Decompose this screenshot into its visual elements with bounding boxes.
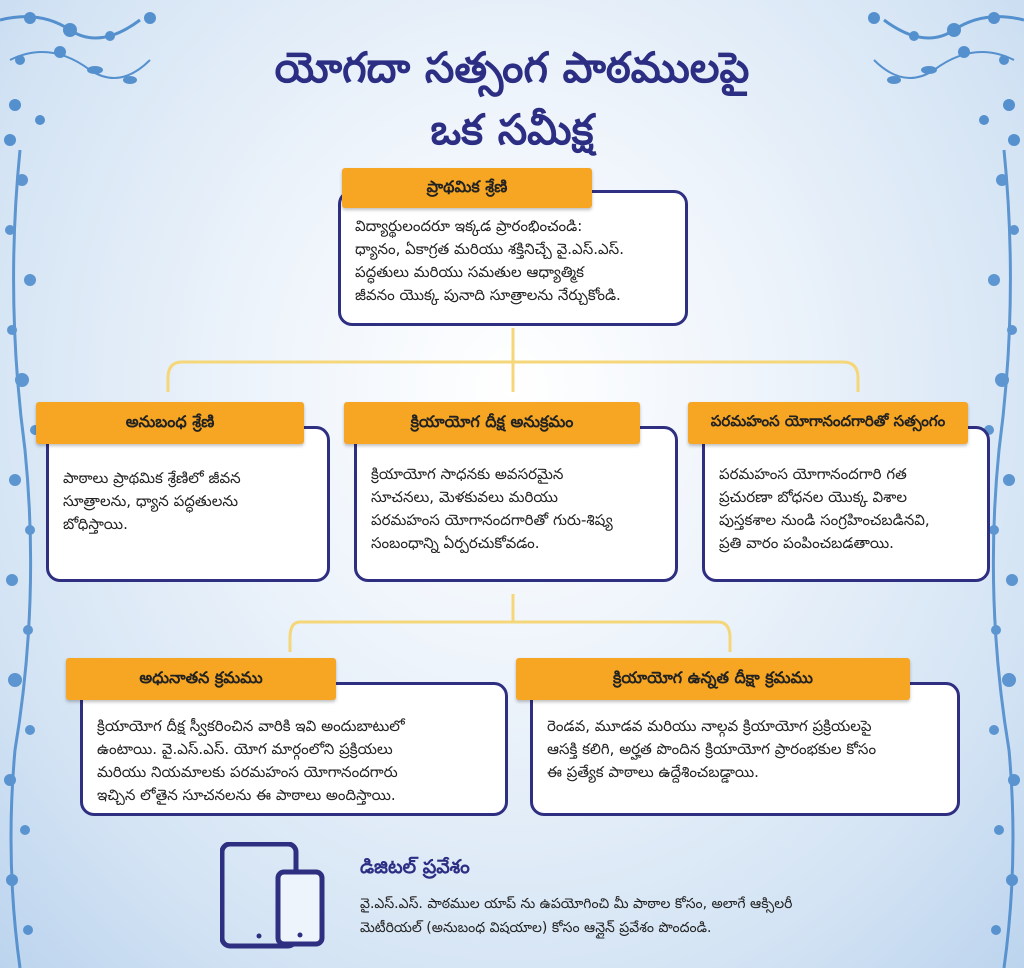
kriya-sequence-line-4: సంబంధాన్ని ఏర్పరచుకోవడం.: [371, 534, 540, 552]
advanced-sequence-label: అధునాతన క్రమము: [66, 658, 336, 700]
higher-kriya-line-3: ఈ ప్రత్యేక పాఠాలు ఉద్దేశించబడ్డాయి.: [547, 763, 759, 781]
advanced-line-2: ఉంటాయి. వై.ఎస్.ఎస్. యోగ మార్గంలోని ప్రక్రియలు: [97, 740, 393, 758]
supplement-series-label: అనుబంధ శ్రేణి: [36, 402, 304, 444]
supplement-line-2: సూత్రాలను, ధ్యాన పద్ధతులను: [63, 492, 239, 510]
digital-access-text: [360, 892, 920, 940]
page-title-line-1: యోగదా సత్సంగ పాఠములపై: [274, 43, 750, 92]
advanced-line-1: క్రియాయోగ దీక్ష స్వీకరించిన వారికి ఇవి అందుబాటులో: [97, 717, 405, 735]
kriya-sequence-line-1: క్రియాయోగ సాధనకు అవసరమైన: [371, 465, 564, 483]
digital-access-title: డిజిటల్ ప్రవేశం: [360, 856, 470, 878]
satsanga-line-1: పరమహంస యోగానందగారి గత: [719, 465, 907, 483]
higher-kriya-line-1: రెండవ, మూడవ మరియు నాల్గవ క్రియాయోగ ప్రక్రియలపై: [547, 717, 872, 735]
primary-series-card: [338, 190, 688, 326]
satsanga-line-2: ప్రచురణా బోధనల యొక్క విశాల: [719, 488, 908, 506]
advanced-sequence-card: [80, 682, 508, 816]
primary-line-4: జీవనం యొక్క పునాది సూత్రాలను నేర్చుకోండి.: [355, 286, 621, 304]
supplement-line-3: బోధిస్తాయి.: [63, 515, 128, 533]
satsanga-label: పరమహంస యోగానందగారితో సత్సంగం: [688, 402, 968, 444]
connector-row2-horizontal: [290, 622, 730, 652]
primary-line-1: విద్యార్థులందరూ ఇక్కడ ప్రారంభించండి:: [355, 217, 583, 235]
higher-kriya-card: [530, 682, 960, 816]
satsanga-line-3: పుస్తకశాల నుండి సంగ్రహించబడినవి,: [719, 511, 930, 529]
advanced-line-4: ఇచ్చిన లోతైన సూచనలను ఈ పాఠాలు అందిస్తాయి.: [97, 786, 396, 804]
higher-kriya-label: క్రియాయోగ ఉన్నత దీక్షా క్రమము: [516, 658, 910, 700]
primary-series-label: ప్రాథమిక శ్రేణి: [342, 168, 592, 208]
kriya-sequence-line-2: సూచనలు, మెళకువలు మరియు: [371, 488, 558, 506]
primary-line-2: ధ్యానం, ఏకాగ్రత మరియు శక్తినిచ్చే వై.ఎస్.ఎస్.: [355, 240, 624, 258]
kriya-sequence-line-3: పరమహంస యోగానందగారితో గురు-శిష్య: [371, 511, 613, 529]
primary-line-3: పద్ధతులు మరియు సమతుల ఆధ్యాత్మిక: [355, 263, 584, 281]
tablet-phone-icon: [220, 842, 330, 952]
supplement-series-card: [46, 426, 330, 582]
digital-access-line-2: మెటీరియల్ (అనుబంధ విషయాల) కోసం ఆన్లైన్ ప్రవేశం పొందండి.: [360, 920, 712, 936]
higher-kriya-line-2: ఆసక్తి కలిగి, అర్హత పొందిన క్రియాయోగ ప్రారంభకుల కోసం: [547, 740, 877, 758]
supplement-line-1: పాఠాలు ప్రాథమిక శ్రేణిలో జీవన: [63, 469, 241, 487]
kriya-sequence-label: క్రియాయోగ దీక్ష అనుక్రమం: [344, 402, 640, 444]
page-title-line-2: ఒక సమీక్ష: [430, 105, 594, 154]
satsanga-line-4: ప్రతి వారం పంపించబడతాయి.: [719, 534, 894, 552]
advanced-line-3: మరియు నియమాలకు పరమహంస యోగానందగారు: [97, 763, 398, 781]
digital-access-line-1: వై.ఎస్.ఎస్. పాఠముల యాప్ ను ఉపయోగించి మీ పాఠాల కోసం, అలాగే ఆక్సిలరీ: [360, 896, 793, 912]
connector-row1-horizontal: [168, 362, 858, 392]
kriya-sequence-card: [354, 426, 678, 582]
satsanga-card: [702, 426, 990, 582]
